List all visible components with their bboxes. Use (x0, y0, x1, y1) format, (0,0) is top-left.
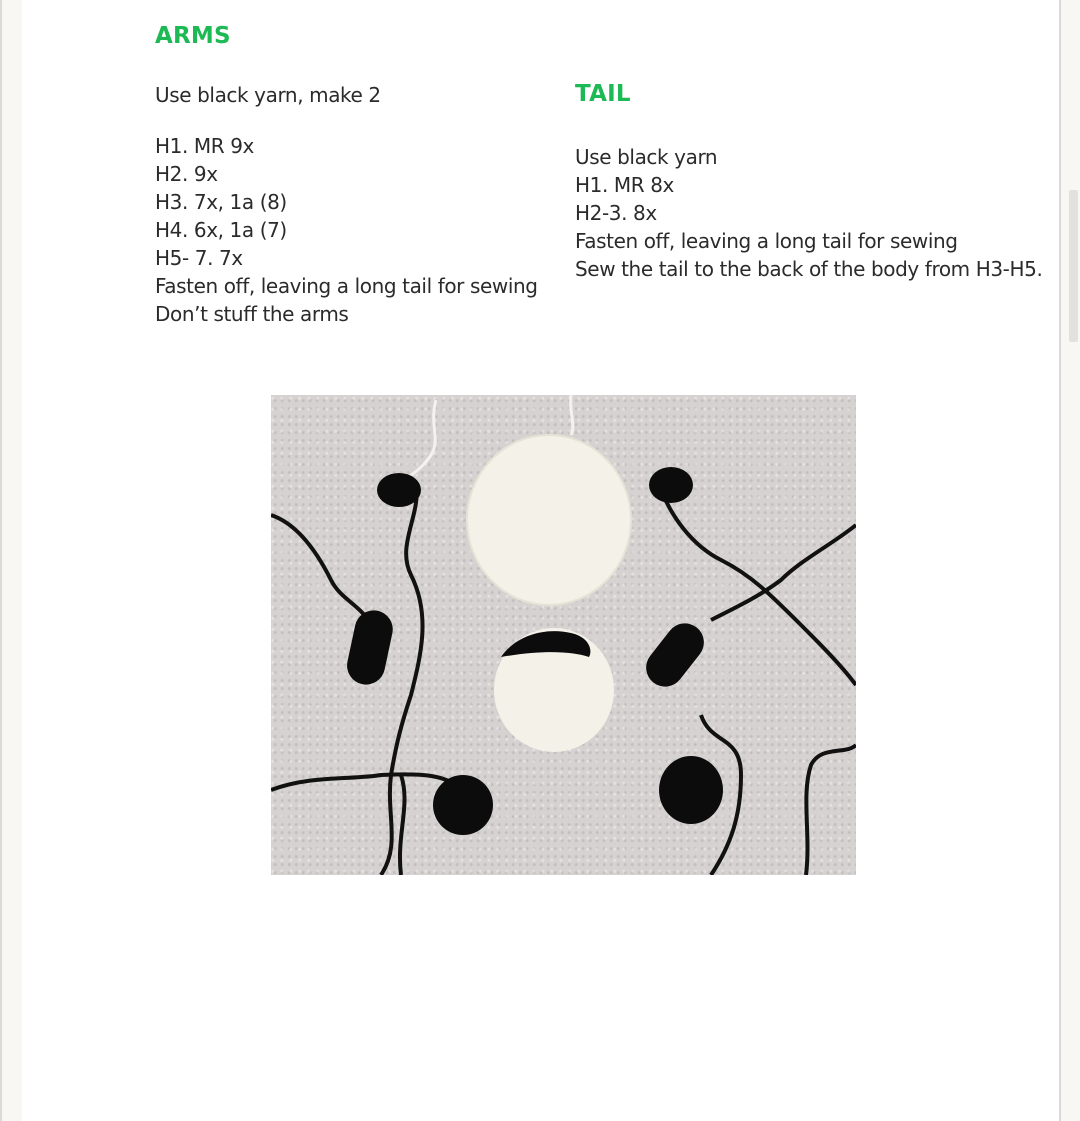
arms-step: H4. 6x, 1a (7) (155, 218, 287, 242)
arms-step: H1. MR 9x (155, 134, 254, 158)
arms-steps (155, 132, 538, 328)
right-page-gutter (1059, 0, 1080, 1121)
arms-step: H5- 7. 7x (155, 246, 243, 270)
tail-step: Use black yarn (575, 145, 718, 169)
left-page-gutter (0, 0, 22, 1121)
arms-intro: Use black yarn, make 2 (155, 83, 381, 107)
tail-section-title: TAIL (575, 81, 631, 107)
arms-section-title: ARMS (155, 23, 231, 49)
arms-step: H3. 7x, 1a (8) (155, 190, 287, 214)
tail-steps (575, 143, 1042, 283)
tail-step: H2-3. 8x (575, 201, 657, 225)
arms-step: H2. 9x (155, 162, 218, 186)
arms-step: Fasten off, leaving a long tail for sewing (155, 274, 538, 298)
tail-step: Sew the tail to the back of the body from H3-H5. (575, 257, 1043, 281)
crochet-pieces-illustration (271, 395, 856, 875)
tail-step: H1. MR 8x (575, 173, 674, 197)
tail-step: Fasten off, leaving a long tail for sewing (575, 229, 958, 253)
crochet-pieces-photo (271, 395, 856, 875)
arms-step: Don’t stuff the arms (155, 302, 349, 326)
vertical-scrollbar-thumb[interactable] (1069, 190, 1078, 342)
